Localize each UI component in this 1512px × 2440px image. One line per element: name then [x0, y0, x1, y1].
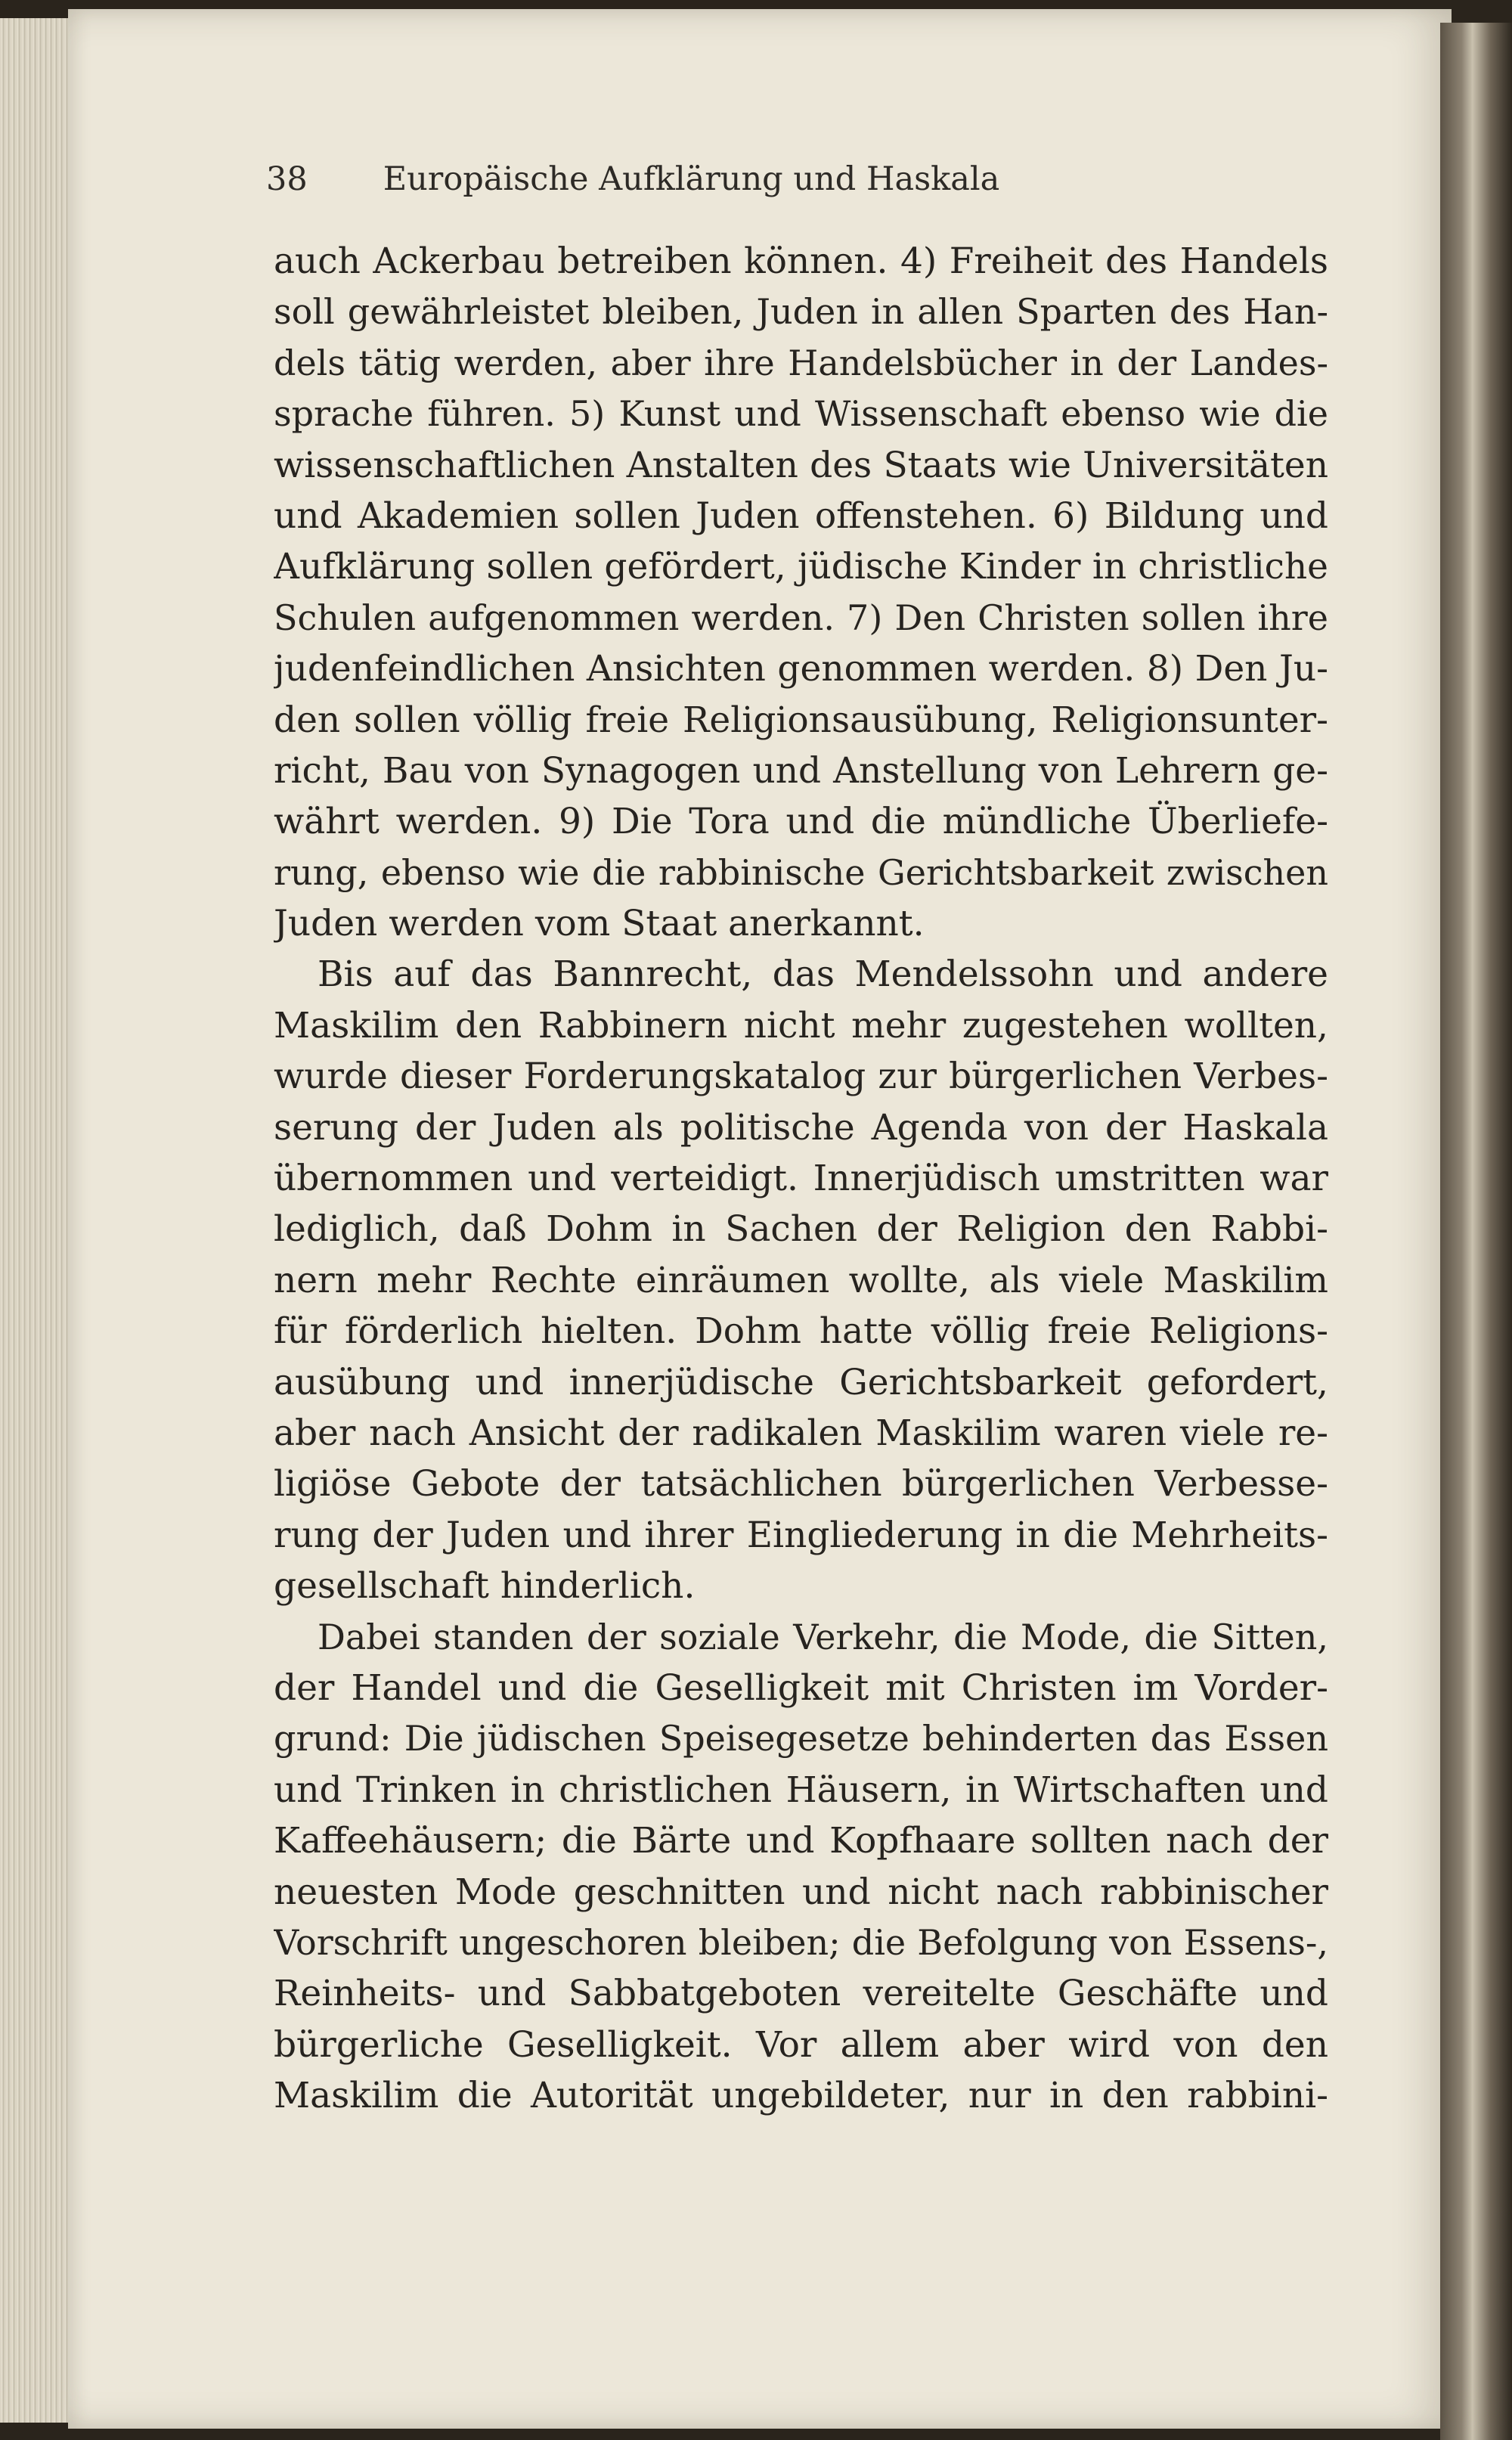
text-line: soll gewährleistet bleiben, Juden in allen Sparten des Han- [274, 291, 1328, 333]
paragraph-start-line: Dabei standen der soziale Verkehr, die Mode, die Sitten, [318, 1616, 1328, 1657]
text-line: Aufklärung sollen gefördert, jüdische Kinder in christliche [274, 546, 1328, 588]
text-line: Juden werden vom Staat anerkannt. [274, 903, 925, 945]
text-line: nern mehr Rechte einräumen wollte, als viele Maskilim [274, 1259, 1328, 1301]
body-text [274, 236, 1328, 2121]
page-number: 38 [266, 160, 308, 198]
text-line: den sollen völlig freie Religionsausübung, Religionsunter- [274, 699, 1328, 741]
text-line: sprache führen. 5) Kunst und Wissenschaft ebenso wie die [274, 393, 1328, 435]
text-line: Maskilim die Autorität ungebildeter, nur in den rabbini- [274, 2075, 1328, 2117]
text-line: neuesten Mode geschnitten und nicht nach rabbinischer [274, 1871, 1328, 1913]
text-line: wurde dieser Forderungskatalog zur bürgerlichen Verbes- [274, 1056, 1328, 1098]
text-line: Maskilim den Rabbinern nicht mehr zugestehen wollten, [274, 1004, 1328, 1046]
text-line: für förderlich hielten. Dohm hatte völlig freie Religions- [274, 1310, 1328, 1353]
text-line: Vorschrift ungeschoren bleiben; die Befolgung von Essens-, [274, 1921, 1328, 1963]
text-line: auch Ackerbau betreiben können. 4) Freiheit des Handels [274, 240, 1328, 282]
text-line: währt werden. 9) Die Tora und die mündliche Überliefe- [274, 801, 1328, 843]
text-line: und Trinken in christlichen Häusern, in Wirtschaften und [274, 1769, 1328, 1811]
text-line: gesellschaft hinderlich. [274, 1565, 696, 1608]
text-line: wissenschaftlichen Anstalten des Staats wie Universitäten [274, 444, 1328, 486]
running-title: Europäische Aufklärung und Haskala [383, 160, 1000, 198]
text-line: und Akademien sollen Juden offenstehen. 6) Bildung und [274, 495, 1328, 537]
text-line: judenfeindlichen Ansichten genommen werden. 8) Den Ju- [274, 648, 1328, 690]
text-line: übernommen und verteidigt. Innerjüdisch umstritten war [274, 1158, 1328, 1200]
text-line: richt, Bau von Synagogen und Anstellung von Lehrern ge- [274, 749, 1328, 792]
text-line: ligiöse Gebote der tatsächlichen bürgerlichen Verbesse- [274, 1463, 1328, 1505]
text-line: aber nach Ansicht der radikalen Maskilim waren viele re- [274, 1412, 1328, 1454]
binding-gutter [1440, 23, 1512, 2440]
text-line: ausübung und innerjüdische Gerichtsbarkeit gefordert, [274, 1361, 1328, 1403]
text-line: serung der Juden als politische Agenda von der Haskala [274, 1106, 1328, 1149]
text-line: grund: Die jüdischen Speisegesetze behinderten das Essen [274, 1718, 1328, 1759]
text-line: dels tätig werden, aber ihre Handelsbücher in der Landes- [274, 342, 1328, 383]
running-head [266, 160, 1325, 213]
text-line: rung, ebenso wie die rabbinische Gerichtsbarkeit zwischen [274, 851, 1328, 893]
text-line: Reinheits- und Sabbatgeboten vereitelte Geschäfte und [274, 1973, 1328, 2015]
text-line: bürgerliche Geselligkeit. Vor allem aber wird von den [274, 2023, 1328, 2066]
text-line: lediglich, daß Dohm in Sachen der Religion den Rabbi- [274, 1208, 1328, 1251]
text-line: Schulen aufgenommen werden. 7) Den Christen sollen ihre [274, 597, 1328, 638]
text-line: der Handel und die Geselligkeit mit Christen im Vorder- [274, 1666, 1328, 1709]
paragraph-start-line: Bis auf das Bannrecht, das Mendelssohn und andere [318, 953, 1328, 996]
text-line: rung der Juden und ihrer Eingliederung in die Mehrheits- [274, 1514, 1328, 1556]
text-line: Kaffeehäusern; die Bärte und Kopfhaare sollten nach der [274, 1820, 1328, 1862]
